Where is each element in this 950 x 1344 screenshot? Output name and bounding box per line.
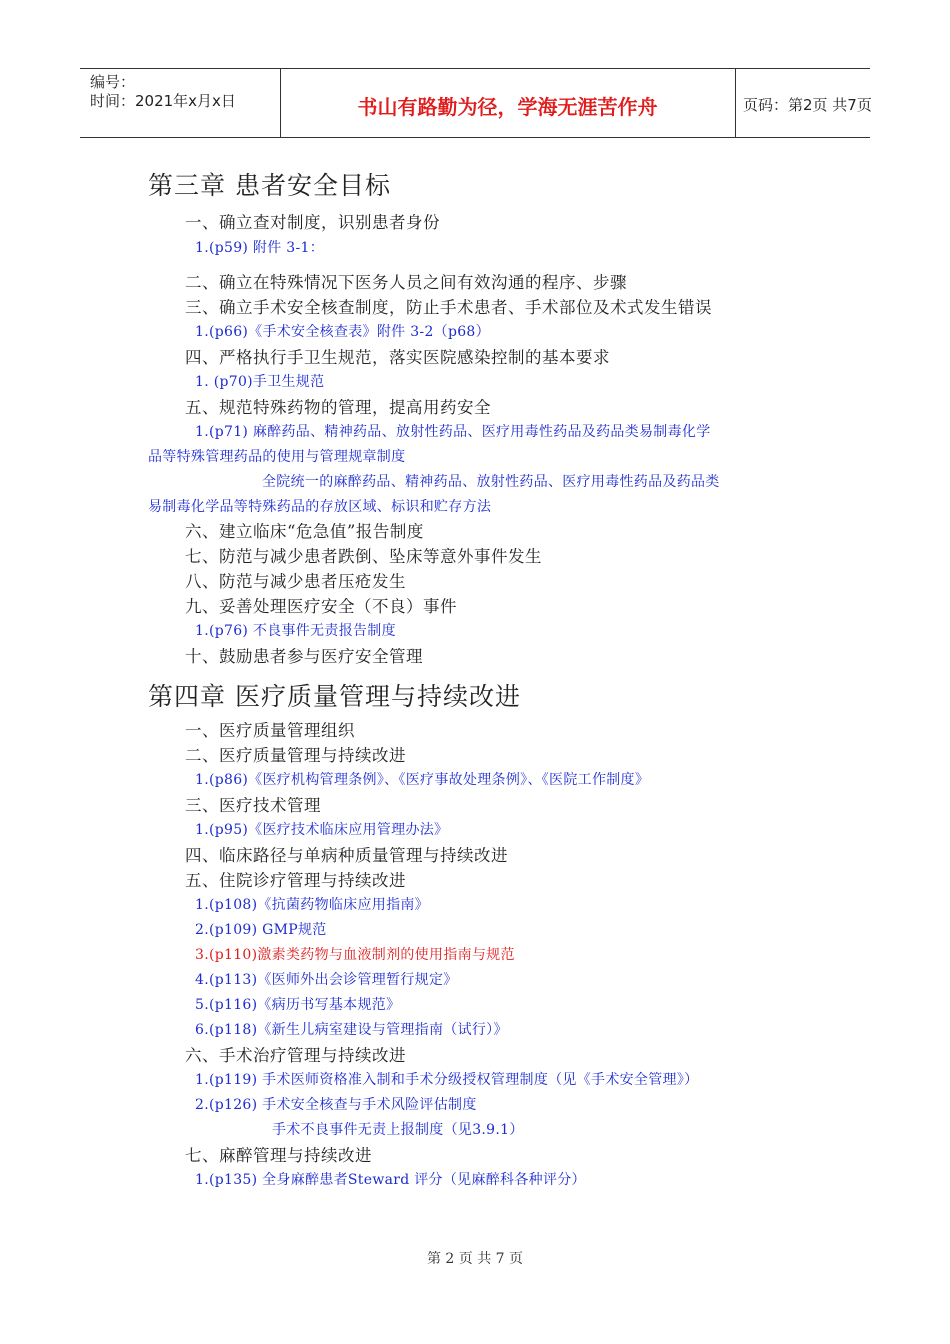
reference-item: 1.(p95)《医疗技术临床应用管理办法》 bbox=[195, 822, 449, 838]
reference-item: 2.(p126) 手术安全核查与手术风险评估制度 bbox=[195, 1097, 477, 1113]
header-meta bbox=[80, 69, 281, 137]
reference-item: 1.(p108)《抗菌药物临床应用指南》 bbox=[195, 897, 429, 913]
reference-item: 全院统一的麻醉药品、精神药品、放射性药品、医疗用毒性药品及药品类 bbox=[262, 474, 720, 490]
reference-item-continued: 易制毒化学品等特殊药品的存放区域、标识和贮存方法 bbox=[148, 499, 492, 515]
section-heading: 四、严格执行手卫生规范，落实医院感染控制的基本要求 bbox=[185, 348, 610, 367]
reference-item: 1.(p135) 全身麻醉患者Steward 评分（见麻醉科各种评分） bbox=[195, 1172, 586, 1188]
section-heading: 七、防范与减少患者跌倒、坠床等意外事件发生 bbox=[185, 547, 542, 566]
section-heading: 五、规范特殊药物的管理，提高用药安全 bbox=[185, 398, 491, 417]
reference-item: 1.(p76) 不良事件无责报告制度 bbox=[195, 623, 396, 639]
chapter-title: 第三章 患者安全目标 bbox=[148, 171, 391, 200]
reference-item: 5.(p116)《病历书写基本规范》 bbox=[195, 997, 401, 1013]
reference-item: 4.(p113)《医师外出会诊管理暂行规定》 bbox=[195, 972, 458, 988]
section-heading: 四、临床路径与单病种质量管理与持续改进 bbox=[185, 846, 508, 865]
section-heading: 二、确立在特殊情况下医务人员之间有效沟通的程序、步骤 bbox=[185, 273, 627, 292]
reference-item: 1. (p70)手卫生规范 bbox=[195, 374, 325, 390]
section-heading: 二、医疗质量管理与持续改进 bbox=[185, 746, 406, 765]
section-heading: 一、确立查对制度，识别患者身份 bbox=[185, 213, 440, 232]
section-heading: 五、住院诊疗管理与持续改进 bbox=[185, 871, 406, 890]
section-heading: 九、妥善处理医疗安全（不良）事件 bbox=[185, 597, 457, 616]
doc-time-label: 时间：2021年x月x日 bbox=[90, 92, 236, 110]
reference-item: 2.(p109) GMP规范 bbox=[195, 922, 327, 938]
reference-item: 手术不良事件无责上报制度（见3.9.1） bbox=[272, 1122, 524, 1138]
section-heading: 六、建立临床“危急值”报告制度 bbox=[185, 522, 424, 541]
header-page-cell bbox=[735, 69, 870, 137]
reference-item: 1.(p71) 麻醉药品、精神药品、放射性药品、医疗用毒性药品及药品类易制毒化学 bbox=[195, 424, 711, 440]
reference-item: 6.(p118)《新生儿病室建设与管理指南（试行）》 bbox=[195, 1022, 508, 1038]
header-motto: 书山有路勤为径，学海无涯苦作舟 bbox=[357, 95, 658, 119]
reference-item: 1.(p59) 附件 3-1： bbox=[195, 240, 325, 256]
page-footer: 第 2 页 共 7 页 bbox=[426, 1251, 524, 1267]
page-header bbox=[80, 68, 870, 138]
reference-item-highlighted: 3.(p110)激素类药物与血液制剂的使用指南与规范 bbox=[195, 947, 515, 963]
section-heading: 八、防范与减少患者压疮发生 bbox=[185, 572, 406, 591]
chapter-title: 第四章 医疗质量管理与持续改进 bbox=[148, 682, 521, 711]
reference-item: 1.(p66)《手术安全核查表》附件 3-2（p68） bbox=[195, 324, 490, 340]
section-heading: 一、医疗质量管理组织 bbox=[185, 721, 355, 740]
section-heading: 十、鼓励患者参与医疗安全管理 bbox=[185, 647, 423, 666]
section-heading: 七、麻醉管理与持续改进 bbox=[185, 1146, 372, 1165]
doc-code-label: 编号： bbox=[90, 73, 136, 91]
reference-item: 1.(p86)《医疗机构管理条例》、《医疗事故处理条例》、《医院工作制度》 bbox=[195, 772, 650, 788]
section-heading: 三、医疗技术管理 bbox=[185, 796, 321, 815]
section-heading: 六、手术治疗管理与持续改进 bbox=[185, 1046, 406, 1065]
header-page-info: 页码：第2页 共7页 bbox=[743, 96, 872, 114]
header-motto-cell bbox=[280, 69, 736, 137]
reference-item-continued: 品等特殊管理药品的使用与管理规章制度 bbox=[148, 449, 406, 465]
section-heading: 三、确立手术安全核查制度，防止手术患者、手术部位及术式发生错误 bbox=[185, 298, 712, 317]
reference-item: 1.(p119) 手术医师资格准入制和手术分级授权管理制度（见《手术安全管理》） bbox=[195, 1072, 699, 1088]
